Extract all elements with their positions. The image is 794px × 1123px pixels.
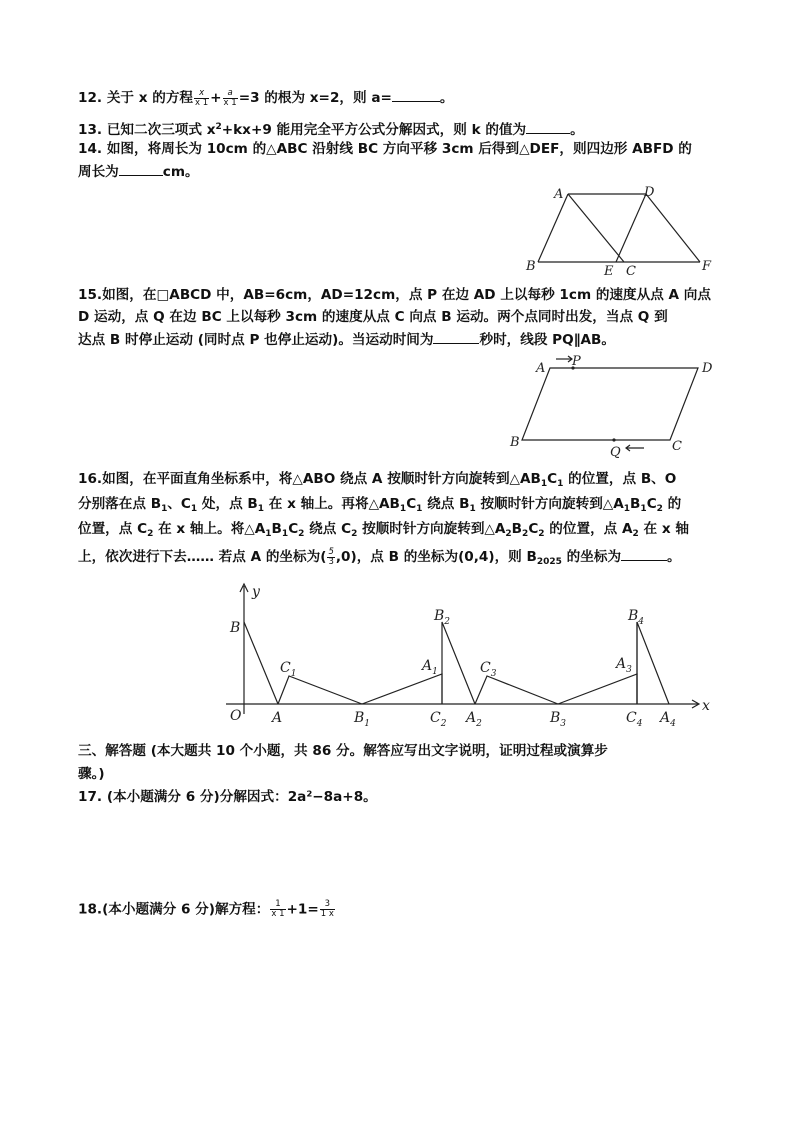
q12-fraction-2 [223, 89, 238, 108]
question-15-line-2: D 运动，点 Q 在边 BC 上以每秒 3cm 的速度从点 C 向点 B 运动。两个点同时出发，当点 Q 到 [78, 309, 668, 325]
label-A2-letter: A [466, 710, 477, 726]
sub: 1 [161, 504, 168, 514]
q18-frac1-denominator: x 1 [271, 909, 285, 919]
label-B2-sub: 2 [444, 617, 451, 627]
sub: 1 [416, 504, 423, 514]
label-O: O [230, 708, 242, 724]
question-12 [78, 88, 453, 108]
q12-frac1-denominator: x 1 [195, 97, 209, 108]
question-15-line-3 [78, 330, 615, 349]
label-A4-letter: A [660, 710, 671, 726]
label-A1-letter: A [422, 658, 433, 674]
section-3-heading-line-2: 骤。) [78, 766, 105, 782]
figure-14-translation [520, 180, 720, 278]
sub: 1 [265, 529, 272, 539]
q16-l3g: B [511, 521, 523, 537]
triangle-A1B1C2 [362, 674, 442, 704]
q12-text-a: 12. 关于 x 的方程 [78, 90, 194, 106]
q16-l2b: 、C [167, 496, 191, 512]
q16-answer-blank[interactable] [621, 547, 667, 561]
segment-AB [538, 194, 568, 262]
q18-frac2-denominator: 1 x [320, 909, 334, 919]
label-P: P [572, 354, 581, 369]
label-A3-sub: 3 [626, 665, 632, 675]
question-16-line-1 [78, 470, 676, 493]
q18-text-a: 18.(本小题满分 6 分)解方程： [78, 901, 270, 918]
label-B2-letter: B [434, 608, 445, 624]
triangle-A3B3C4 [558, 674, 637, 704]
q16-l4b: ,0)，点 B 的坐标为(0,4)，则 B [335, 549, 537, 565]
label-C4-letter: C [626, 710, 637, 726]
q13-text-a: 13. 已知二次三项式 x [78, 122, 216, 138]
label-C1-letter: C [280, 660, 291, 676]
q16-l2e: C [406, 496, 417, 512]
figure-16-rotation [222, 580, 722, 740]
question-16-line-2 [78, 495, 681, 518]
q15-text-b: 秒时，线段 PQ∥AB。 [479, 332, 615, 348]
section-3-heading-line-1: 三、解答题 (本大题共 10 个小题，共 86 分。解答应写出文字说明，证明过程或演算步 [78, 743, 608, 759]
segment-AB [244, 622, 278, 704]
label-A3-letter: A [616, 656, 627, 672]
label-C3-sub: 3 [490, 669, 497, 679]
point-Q [612, 438, 615, 441]
label-B: B [230, 620, 241, 636]
question-17: 17. (本小题满分 6 分)分解因式：2a²−8a+8。 [78, 789, 377, 805]
label-Q: Q [610, 445, 621, 458]
question-14-line-1: 14. 如图，将周长为 10cm 的△ABC 沿射线 BC 方向平移 3cm 后得到△DEF，则四边形 ABFD 的 [78, 141, 692, 157]
q16-l2j: 的 [662, 496, 682, 512]
triangle-A2B3C3 [475, 676, 558, 704]
q13-text-b: +kx+9 能用完全平方公式分解因式，则 k 的值为 [221, 122, 527, 138]
q16-l2d: 在 x 轴上。再将△AB [264, 496, 400, 512]
q16-frac-denominator: 3 [328, 556, 334, 567]
sub: 1 [399, 504, 407, 514]
sub: 2 [632, 529, 639, 539]
label-C1-sub: 1 [290, 669, 297, 679]
label-D: D [644, 185, 655, 200]
label-B1-sub: 1 [364, 719, 371, 729]
q13-exponent: 2 [215, 122, 222, 132]
q12-fraction-1 [194, 89, 209, 108]
q16-l1c: 的位置，点 B、O [563, 471, 677, 487]
label-B1 [353, 710, 370, 729]
label-C2-sub: 2 [440, 719, 447, 729]
label-A3 [614, 656, 632, 675]
label-E: E [604, 264, 614, 278]
q16-end: 。 [667, 549, 681, 565]
question-14-line-2 [78, 162, 199, 181]
q16-l3e: 绕点 C [304, 521, 352, 537]
sub: 1 [540, 479, 548, 489]
label-B: B [526, 259, 536, 274]
label-C: C [626, 264, 636, 278]
q16-l3f: 按顺时针方向旋转到△A [357, 521, 506, 537]
q16-l4a: 上，依次进行下去…… 若点 A 的坐标为( [78, 549, 327, 565]
q18-text-b: +1= [286, 901, 319, 918]
label-C2 [430, 710, 447, 729]
q14-answer-blank[interactable] [119, 162, 163, 176]
q18-fraction-2 [320, 900, 335, 919]
segment-AC [568, 194, 624, 262]
q18-fraction-1 [270, 900, 285, 919]
q16-l1a: 16.如图，在平面直角坐标系中，将△ABO 绕点 A 按顺时针方向旋转到△AB [78, 471, 541, 487]
sub: 1 [257, 504, 265, 514]
sub: 1 [557, 479, 564, 489]
label-C3-letter: C [480, 660, 491, 676]
q16-l3i: 的位置，点 A [544, 521, 633, 537]
label-A2-sub: 2 [476, 719, 482, 729]
segment-DE [616, 194, 646, 262]
sub: 2 [656, 504, 663, 514]
q14-end: cm。 [162, 164, 199, 180]
q16-fraction [327, 548, 334, 567]
label-B4-sub: 4 [638, 617, 645, 627]
q16-l2f: 绕点 B [422, 496, 470, 512]
segment-DF [646, 194, 700, 262]
sub: 2 [538, 529, 545, 539]
q16-l2i: C [646, 496, 657, 512]
triangle-A4B4C4 [637, 622, 669, 704]
label-A4 [658, 710, 676, 729]
sub: 2025 [536, 557, 562, 567]
label-B1-letter: B [354, 710, 365, 726]
q16-l3b: 在 x 轴上。将△A [153, 521, 266, 537]
label-C: C [672, 439, 682, 454]
label-D: D [702, 361, 713, 376]
sub: 2 [298, 529, 305, 539]
q12-plus: + [210, 90, 222, 106]
q13-end: 。 [570, 122, 584, 138]
q16-l3a: 位置，点 C [78, 521, 148, 537]
sub: 1 [623, 504, 631, 514]
q12-text-b: =3 的根为 x=2，则 a= [238, 90, 392, 106]
q16-l2h: B [630, 496, 641, 512]
label-A1 [420, 658, 438, 677]
label-A1-sub: 1 [432, 667, 438, 677]
label-C4-sub: 4 [636, 719, 643, 729]
triangle-AB1C1 [278, 676, 362, 704]
figure-15-parallelogram [508, 352, 722, 458]
axis-label-x: x [702, 698, 710, 714]
label-B3-sub: 3 [560, 719, 567, 729]
question-13 [78, 118, 584, 139]
q12-answer-blank[interactable] [392, 88, 440, 102]
question-16-line-3 [78, 520, 689, 543]
label-B4 [627, 608, 644, 627]
sub: 2 [351, 529, 358, 539]
q16-l3j: 在 x 轴 [638, 521, 689, 537]
label-A4-sub: 4 [670, 719, 676, 729]
triangle-A2B2C2 [442, 622, 475, 704]
q16-l4c: 的坐标为 [561, 549, 622, 565]
q16-l3c: B [271, 521, 282, 537]
q16-l3d: C [288, 521, 299, 537]
label-A: A [536, 361, 546, 376]
question-18 [78, 900, 336, 919]
sub: 1 [281, 529, 289, 539]
q15-text-a: 达点 B 时停止运动 (同时点 P 也停止运动)。当运动时间为 [78, 332, 434, 348]
label-A: A [554, 187, 564, 202]
q16-l1b: C [547, 471, 558, 487]
axis-label-y: y [252, 584, 260, 600]
sub: 2 [522, 529, 529, 539]
sub: 1 [469, 504, 476, 514]
label-C1 [280, 660, 296, 679]
label-C2-letter: C [430, 710, 441, 726]
q16-l2c: 处，点 B [197, 496, 258, 512]
q18-frac1-numerator: 1 [270, 900, 285, 910]
q16-frac-numerator: 5 [328, 546, 334, 557]
q13-answer-blank[interactable] [526, 120, 570, 134]
q16-l3h: C [528, 521, 539, 537]
q18-frac2-numerator: 3 [320, 900, 335, 910]
q15-answer-blank[interactable] [433, 330, 479, 344]
q12-frac2-denominator: x 1 [223, 97, 237, 108]
sub: 1 [190, 504, 198, 514]
q12-frac1-numerator: x [194, 89, 209, 99]
sub: 2 [505, 529, 512, 539]
label-C4 [626, 710, 643, 729]
sub: 1 [640, 504, 647, 514]
q12-frac2-numerator: a [223, 89, 238, 99]
q16-l2g: 按顺时针方向旋转到△A [475, 496, 624, 512]
label-A2 [464, 710, 482, 729]
label-F: F [702, 259, 712, 274]
question-15-line-1: 15.如图，在□ABCD 中，AB=6cm，AD=12cm，点 P 在边 AD 上以每秒 1cm 的速度从点 A 向点 [78, 287, 711, 303]
q16-l2a: 分别落在点 B [78, 496, 162, 512]
label-A: A [272, 710, 283, 726]
q14-text-a: 周长为 [78, 164, 119, 180]
label-B4-letter: B [628, 608, 639, 624]
q12-end: 。 [439, 90, 454, 106]
label-B3 [549, 710, 566, 729]
question-16-line-4 [78, 547, 681, 571]
parallelogram-ABCD [522, 368, 698, 440]
sub: 2 [147, 529, 154, 539]
label-B: B [510, 435, 520, 450]
label-B3-letter: B [550, 710, 561, 726]
